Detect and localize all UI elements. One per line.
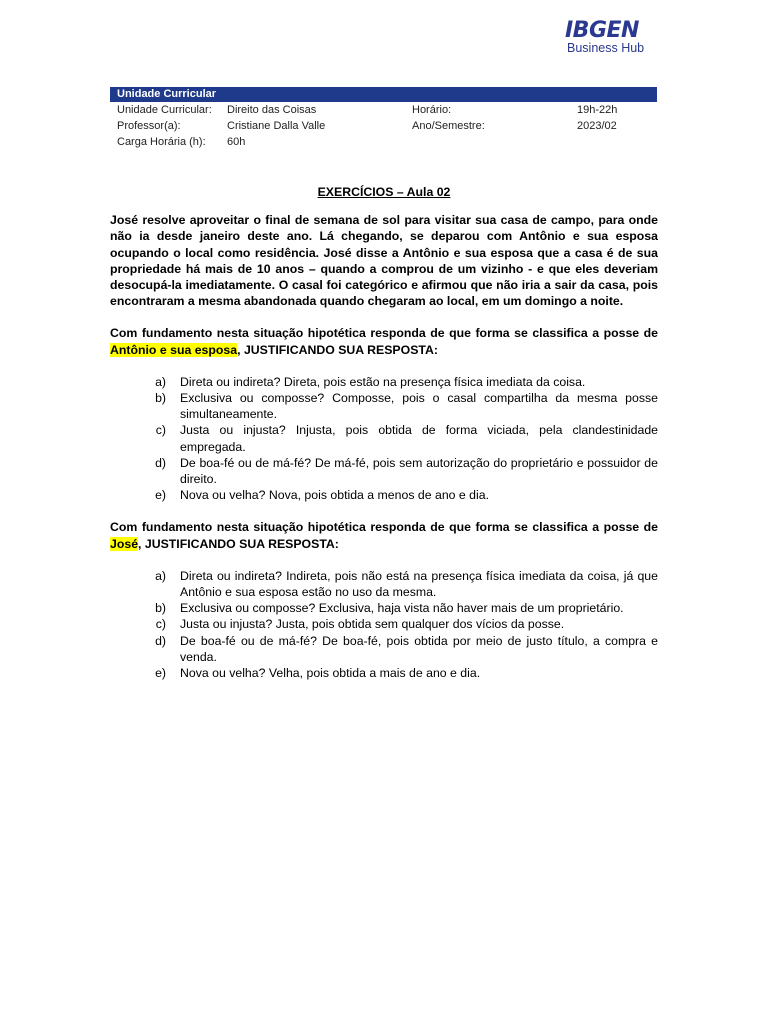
- list-item: [110, 633, 658, 665]
- list-item: [110, 600, 658, 616]
- ibgen-logo: [565, 20, 657, 56]
- question-1-highlight: Antônio e sua esposa: [110, 342, 238, 357]
- item-text: Exclusiva ou composse? Composse, pois o casal compartilha da mesma posse simultaneamente.: [180, 391, 658, 422]
- item-label: c): [155, 617, 166, 632]
- list-item: [110, 665, 658, 681]
- item-text: Exclusiva ou composse? Exclusiva, haja vista não haver mais de um proprietário.: [180, 601, 624, 616]
- course-info-table: [110, 87, 657, 150]
- info-value: 2023/02: [577, 120, 617, 132]
- item-text: De boa-fé ou de má-fé? De boa-fé, pois obtida por meio de justo título, a compra e venda.: [180, 633, 658, 664]
- list-item: [110, 374, 658, 390]
- item-label: d): [155, 633, 166, 648]
- info-value: 60h: [227, 136, 246, 148]
- logo-main-text: IBGEN: [565, 18, 639, 43]
- answer-list-1: [110, 374, 658, 504]
- item-label: a): [155, 568, 166, 583]
- answer-list-2: [110, 568, 658, 681]
- list-item: [110, 390, 658, 422]
- list-item: [110, 616, 658, 632]
- question-2-text: Com fundamento nesta situação hipotética responda de que forma se classifica a posse de: [110, 520, 658, 535]
- item-text: Nova ou velha? Velha, pois obtida a mais de ano e dia.: [180, 666, 481, 681]
- document-body: [110, 184, 658, 697]
- info-label: Ano/Semestre:: [412, 120, 485, 132]
- question-1-text: Com fundamento nesta situação hipotética responda de que forma se classifica a posse de: [110, 326, 658, 341]
- item-text: Justa ou injusta? Injusta, pois obtida de forma viciada, pela clandestinidade empregada.: [180, 423, 658, 454]
- item-label: c): [155, 423, 166, 438]
- info-label: Horário:: [412, 104, 452, 116]
- list-item: [110, 568, 658, 600]
- question-2-highlight: José: [110, 536, 139, 551]
- info-label: [412, 134, 577, 150]
- list-item: [110, 455, 658, 487]
- item-text: Nova ou velha? Nova, pois obtida a menos de ano e dia.: [180, 488, 489, 503]
- question-1-suffix: , JUSTIFICANDO SUA RESPOSTA:: [237, 342, 438, 357]
- item-text: Justa ou injusta? Justa, pois obtida sem qualquer dos vícios da posse.: [180, 617, 565, 632]
- info-row: [110, 118, 657, 134]
- info-value: 19h-22h: [577, 104, 618, 116]
- item-text: Direta ou indireta? Indireta, pois não está na presença física imediata da coisa, já que Antônio e sua esposa estão no uso da mesma.: [180, 568, 658, 600]
- item-text: Direta ou indireta? Direta, pois estão na presença física imediata da coisa.: [180, 374, 586, 389]
- info-label: Unidade Curricular:: [117, 104, 212, 116]
- item-label: b): [155, 601, 166, 616]
- logo-sub-text: Business Hub: [567, 41, 645, 55]
- item-label: a): [155, 374, 166, 389]
- info-label: Professor(a):: [117, 120, 181, 132]
- item-label: d): [155, 455, 166, 470]
- item-label: e): [155, 488, 166, 503]
- course-info-header: Unidade Curricular: [110, 87, 657, 102]
- list-item: [110, 487, 658, 503]
- info-value: [577, 134, 657, 150]
- info-value: Cristiane Dalla Valle: [227, 120, 326, 132]
- info-row: [110, 134, 657, 150]
- case-description: José resolve aproveitar o final de semana de sol para visitar sua casa de campo, para onde não ia desde janeiro deste ano. Lá chegando, se deparou com Antônio e sua esposa ocupando o local como residência. José disse a Antônio e sua esposa que a casa é de sua propriedade há mais de 10 anos – quando a comprou de um vizinho - e que eles deveriam desocupá-la imediatamente. O casal foi categórico e afirmou que não iria a sair da casa, pois encontraram a mesma abandonada quando chegaram ao local, em um domingo a noite.: [110, 213, 658, 309]
- document-title: EXERCÍCIOS – Aula 02: [317, 185, 451, 199]
- item-label: e): [155, 666, 166, 681]
- info-label: Carga Horária (h):: [117, 136, 206, 148]
- question-1: [110, 325, 658, 357]
- question-2: [110, 519, 658, 551]
- question-2-suffix: , JUSTIFICANDO SUA RESPOSTA:: [138, 536, 339, 551]
- info-row: [110, 102, 657, 118]
- info-value: Direito das Coisas: [227, 104, 317, 116]
- item-text: De boa-fé ou de má-fé? De má-fé, pois sem autorização do proprietário e possuidor de direito.: [180, 455, 658, 487]
- list-item: [110, 422, 658, 454]
- item-label: b): [155, 391, 166, 406]
